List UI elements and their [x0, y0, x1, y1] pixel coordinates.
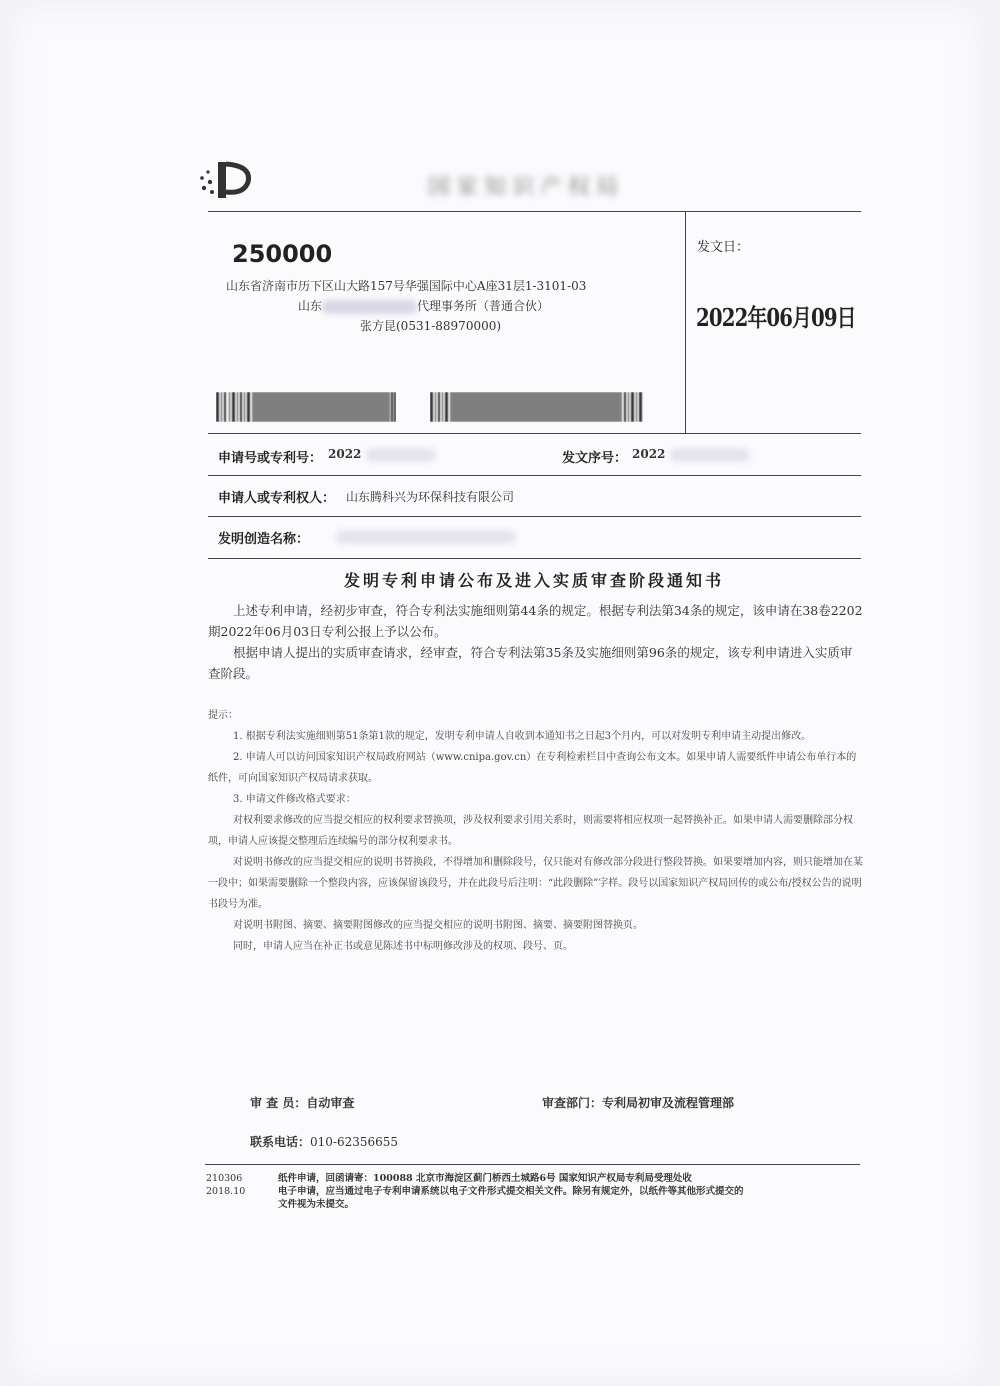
- frame-divider-line: [685, 211, 686, 433]
- department-label: 审查部门：: [542, 1096, 603, 1110]
- footer-note: 纸件申请，回函请寄：100088 北京市海淀区蓟门桥西土城路6号 国家知识产权局专利局受理处收: [278, 1173, 692, 1184]
- frame-line: [208, 433, 861, 434]
- tip-item: 2. 申请人可以访问国家知识产权局政府网站（www.cnipa.gov.cn）在专利检索栏目中查询公布文本。如果申请人需要纸件申请公布单行本的纸件，可向国家知识产权局请求获取。: [208, 752, 857, 784]
- notice-title: 发明专利申请公布及进入实质审查阶段通知书: [343, 571, 724, 590]
- agency-prefix: 山东: [298, 299, 323, 313]
- invention-name-redacted: [336, 530, 516, 544]
- application-number-prefix: 2022: [328, 447, 362, 461]
- department-line: [542, 1094, 734, 1111]
- tip-item: 3. 申请文件修改格式要求：: [233, 794, 356, 805]
- tips-section: [208, 705, 863, 957]
- notice-body: [208, 600, 863, 684]
- phone-label: 联系电话：: [250, 1135, 311, 1149]
- frame-line: [208, 516, 861, 517]
- department-value: 专利局初审及流程管理部: [602, 1096, 735, 1110]
- tip-item: 对权利要求修改的应当提交相应的权利要求替换项，涉及权利要求引用关系时，则需要将相应权项一起替换补正。如果申请人需要删除部分权项，申请人应该提交整理后连续编号的部分权利要求书。: [208, 815, 853, 847]
- notice-paragraph: 上述专利申请，经初步审查，符合专利法实施细则第44条的规定。根据专利法第34条的规定，该申请在38卷2202期2022年06月03日专利公报上予以公布。: [208, 603, 863, 639]
- redacted-smear: [322, 300, 417, 314]
- examiner-value: 自动审查: [306, 1096, 355, 1110]
- footer-note: 电子申请，应当通过电子专利申请系统以电子文件形式提交相关文件。除另有规定外，以纸件等其他形式提交的: [278, 1186, 744, 1197]
- document-number-prefix: 2022: [632, 447, 666, 461]
- dispatch-date: 2022年06月09日: [696, 303, 856, 332]
- phone-value: 010-62356655: [310, 1135, 399, 1149]
- redacted-smear: [670, 448, 750, 462]
- footer-note: 文件视为未提交。: [278, 1199, 355, 1210]
- office-name-blurred: 国家知识产权局: [428, 175, 625, 200]
- tip-item: 对说明书修改的应当提交相应的说明书替换段，不得增加和删除段号，仅只能对有修改部分段进行整段替换。如果要增加内容，则只能增加在某一段中；如果需要删除一个整段内容，应该保留该段号，并在此段号后注明：“此段删除”字样。段号以国家知识产权局回传的或公布/授权公告的说明书段号为准。: [208, 857, 863, 910]
- frame-line: [208, 475, 861, 476]
- barcode-icon: [430, 392, 644, 422]
- agency-suffix: 代理事务所（普通合伙）: [417, 299, 550, 313]
- application-number-value: [328, 447, 436, 462]
- applicant-label: 申请人或专利权人：: [218, 491, 336, 506]
- office-logo-icon: [196, 158, 258, 202]
- examiner-line: [250, 1094, 354, 1111]
- redacted-smear: [366, 448, 436, 462]
- document-number-value: [632, 447, 750, 462]
- tip-item: 对说明书附图、摘要、摘要附图修改的应当提交相应的说明书附图、摘要、摘要附图替换页。: [233, 920, 643, 931]
- footer-line: [205, 1164, 860, 1165]
- barcode-icon: [216, 392, 396, 422]
- form-code-number: 210306: [206, 1173, 243, 1184]
- examiner-label: 审 查 员：: [250, 1096, 307, 1110]
- phone-line: [250, 1133, 398, 1150]
- tips-heading: 提示：: [208, 710, 238, 721]
- form-code: [206, 1172, 245, 1198]
- frame-line: [208, 558, 861, 559]
- invention-name-label: 发明创造名称：: [218, 532, 310, 547]
- application-number-label: 申请号或专利号：: [218, 451, 323, 466]
- tip-item: 1. 根据专利法实施细则第51条第1款的规定，发明专利申请人自收到本通知书之日起3个月内，可以对发明专利申请主动提出修改。: [233, 731, 812, 742]
- dispatch-date-label: 发文日：: [697, 240, 750, 255]
- tip-item: 同时，申请人应当在补正书或意见陈述书中标明修改涉及的权项、段号、页。: [233, 941, 573, 952]
- form-code-version: 2018.10: [206, 1186, 246, 1197]
- postcode: 250000: [232, 240, 333, 268]
- footer-notes: [278, 1172, 863, 1211]
- frame-top-line: [208, 211, 861, 212]
- address-line: 山东省济南市历下区山大路157号华强国际中心A座31层1-3101-03: [226, 279, 587, 293]
- applicant-value: 山东腾科兴为环保科技有限公司: [346, 490, 515, 504]
- notice-paragraph: 根据申请人提出的实质审查请求，经审查，符合专利法第35条及实施细则第96条的规定，该专利申请进入实质审查阶段。: [208, 645, 853, 681]
- agency-line: [298, 297, 549, 314]
- contact-line: 张方昆(0531-88970000): [360, 319, 502, 333]
- document-number-label: 发文序号：: [562, 451, 628, 466]
